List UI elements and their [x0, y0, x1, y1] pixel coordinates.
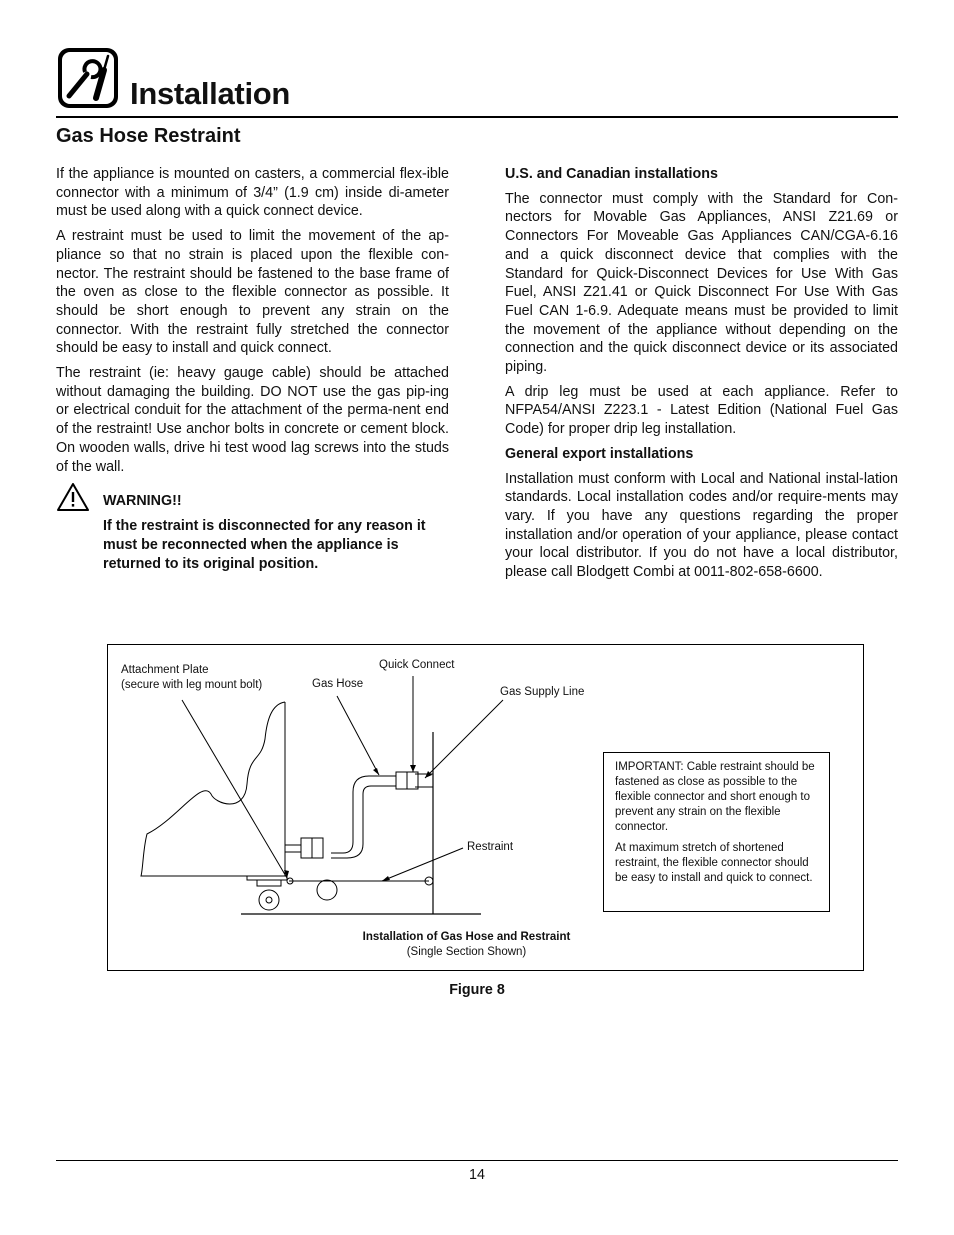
attachment-plate-sublabel: (secure with leg mount bolt) [121, 679, 263, 691]
figure-caption: Installation of Gas Hose and Restraint [362, 931, 571, 943]
restraint-label: Restraint [467, 841, 514, 853]
right-paragraph-1: The connector must comply with the Standard for Con-nectors for Movable Gas Appliances, ANSI Z21.69 or Connectors For Moveable Gas Appliances CAN/CGA-6.16 and a quick disconnect device that complies with the Standard for Quick-Disconnect Devices for Use With Gas Fuel, ANSI Z21.41 or Quick Disconnect For Use With Gas Fuel CAN 1-6.9. Adequate means must be provided to limit the movement of the appliance without depending on the connection and the quick disconnect device or its associated piping. [505, 190, 898, 376]
right-paragraph-3: Installation must conform with Local and National instal-lation standards. Local installation codes and/or require-ments may vary. If you have any questions regarding the proper installation and/or operation of your appliance, please contact your local distributor. If you do not have a local distributor, please call Blodgett Combi at 0011-802-658-6600. [505, 470, 898, 581]
figure-number: Figure 8 [449, 982, 505, 998]
important-note [603, 752, 830, 912]
page-title: Installation [130, 76, 291, 111]
right-column [505, 165, 898, 588]
quick-connect-label: Quick Connect [379, 659, 455, 671]
attachment-plate-label: Attachment Plate [121, 664, 209, 676]
note-paragraph-1: IMPORTANT: Cable restraint should be fastened as close as possible to the flexible connector and short enough to prevent any strain on the flexible connector. [615, 761, 815, 833]
export-heading: General export installations [505, 445, 694, 462]
gas-hose-label: Gas Hose [312, 678, 364, 690]
left-paragraph-1: If the appliance is mounted on casters, a commercial flex-ible connector with a minimum of 3/4” (1.9 cm) inside di-ameter must be used along with a quick connect device. [56, 166, 449, 220]
us-canadian-heading: U.S. and Canadian installations [505, 166, 718, 182]
gas-supply-line-label: Gas Supply Line [500, 686, 585, 698]
note-paragraph-2: At maximum stretch of shortened restraint, the flexible connector should be easy to install and quick to connect. [615, 842, 813, 884]
figure-caption-sub: (Single Section Shown) [406, 946, 527, 958]
header-divider [56, 116, 898, 118]
footer-divider [56, 1160, 898, 1161]
warning-text: If the restraint is disconnected for any reason it must be reconnected when the appliance is returned to its original position. [103, 518, 426, 572]
left-paragraph-3: The restraint (ie: heavy gauge cable) should be attached without damaging the building. DO NOT use the gas pip-ing or electrical conduit for the attachment of the perma-nent end of the restraint! Use anchor bolts in concrete or cement block. On wooden walls, drive hi test wood lag screws into the studs of the wall. [56, 365, 449, 475]
warning-label: WARNING!! [103, 493, 182, 509]
section-title: Gas Hose Restraint [56, 125, 241, 147]
right-paragraph-2: A drip leg must be used at each appliance. Refer to NFPA54/ANSI Z223.1 - Latest Edition (National Fuel Gas Code) for proper drip leg installation. [505, 383, 898, 438]
left-paragraph-2: A restraint must be used to limit the movement of the ap-pliance so that no strain is placed upon the flexible con-nector. The restraint should be fastened to the base frame of the oven as close to the flexible connector as possible. It should be short enough to prevent any strain on the connector. With the restraint fully stretched the connector should be easy to install and quick connect. [56, 228, 449, 357]
page-number: 14 [469, 1167, 485, 1183]
warning-triangle-icon [56, 482, 90, 512]
tools-icon [56, 46, 120, 110]
left-column [56, 165, 449, 482]
